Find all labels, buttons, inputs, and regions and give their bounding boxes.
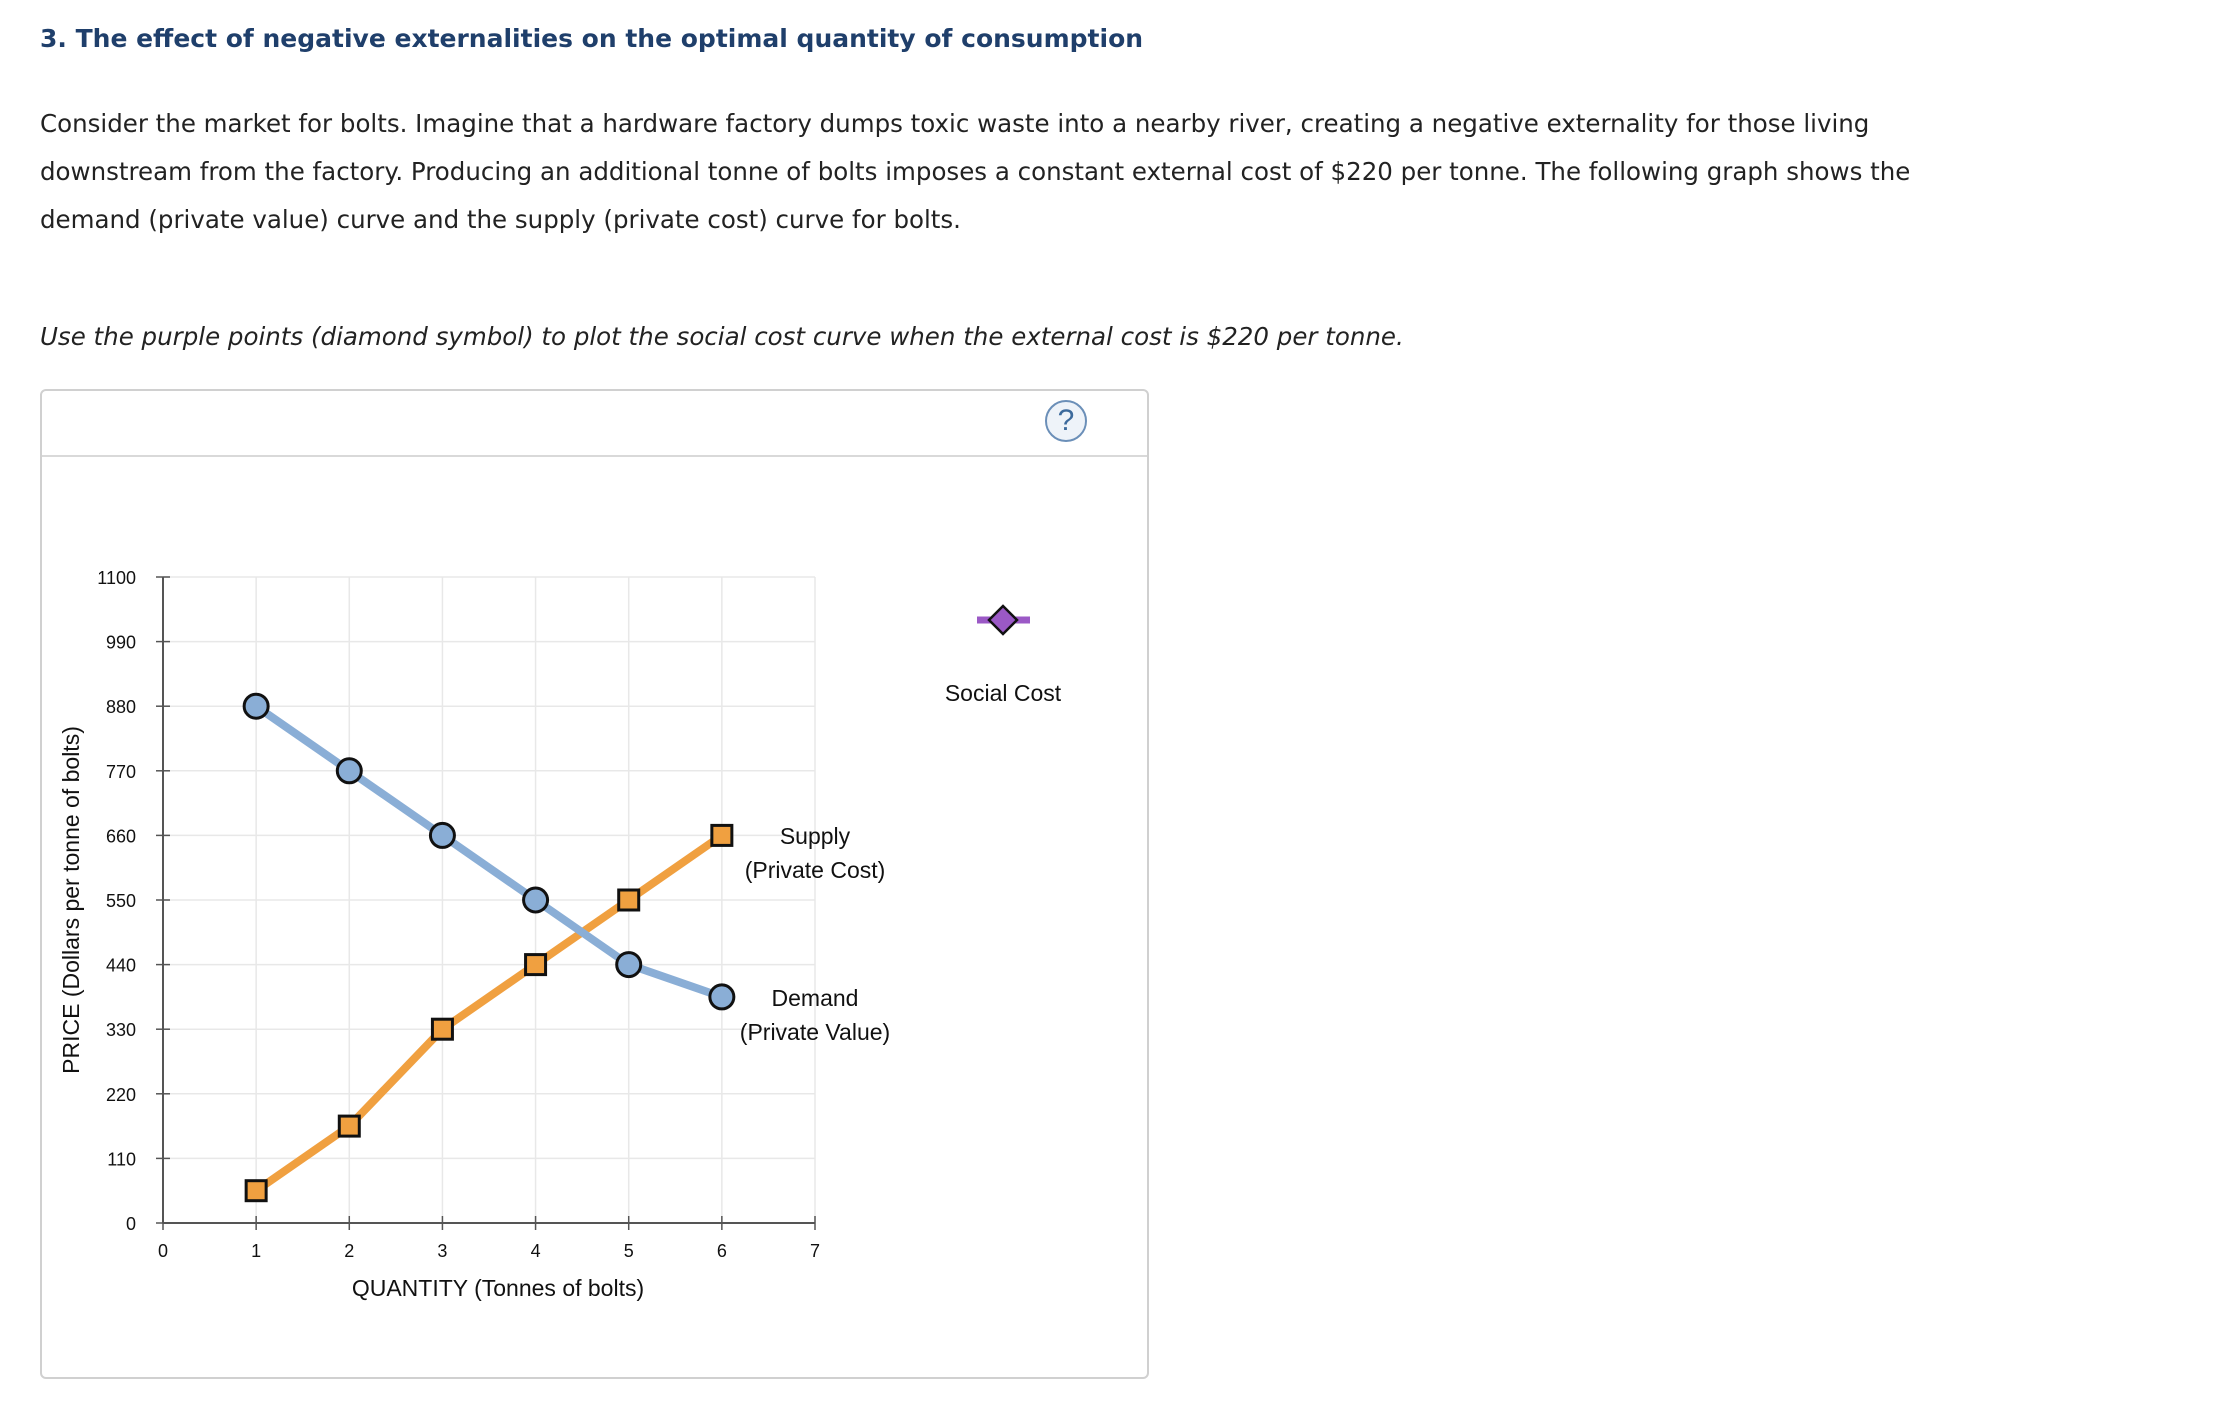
demand-label-line2: (Private Value) [739, 1019, 891, 1045]
x-tick-label: 4 [530, 1241, 541, 1261]
y-tick-label: 660 [105, 826, 136, 847]
y-tick-label: 880 [105, 697, 136, 718]
demand-curve [256, 706, 722, 997]
x-tick-label: 0 [157, 1241, 169, 1261]
supply-point [432, 1019, 452, 1039]
demand-label-line1: Demand [771, 985, 859, 1011]
help-icon[interactable]: ? [1045, 400, 1087, 442]
x-tick-label: 1 [251, 1241, 262, 1261]
x-axis-label: QUANTITY (Tonnes of bolts) [351, 1275, 645, 1301]
social-cost-label: Social Cost [944, 680, 1062, 706]
question-title: 3. The effect of negative externalities on the optimal quantity of consumption [40, 24, 1144, 53]
y-tick-label: 770 [105, 761, 136, 782]
demand-point [524, 888, 548, 912]
intro-paragraph: Consider the market for bolts. Imagine that a hardware factory dumps toxic waste into a nearby river, creating a negative externality for those living downstream from the factory. Producing an additional tonne of bolts imposes a constant external cost of $220 per tonne. The following graph shows the demand (private value) curve and the supply (private cost) curve for bolts. [40, 109, 1911, 234]
x-tick-label: 2 [344, 1241, 355, 1261]
x-tick-label: 5 [623, 1241, 634, 1261]
supply-label-line2: (Private Cost) [744, 857, 886, 883]
chart-ticks [97, 568, 820, 1261]
supply-point [619, 890, 639, 910]
x-tick-label: 7 [809, 1241, 821, 1261]
y-tick-label: 1100 [97, 568, 136, 588]
y-tick-label: 330 [105, 1020, 136, 1041]
instruction-text: Use the purple points (diamond symbol) to plot the social cost curve when the external cost is $220 per tonne. [40, 322, 1404, 351]
chart-grid [163, 577, 815, 1223]
y-tick-label: 990 [105, 632, 136, 653]
supply-curve [256, 835, 722, 1190]
demand-point [617, 953, 641, 977]
supply-point [712, 825, 732, 845]
supply-point [246, 1181, 266, 1201]
demand-point [430, 823, 454, 847]
x-tick-label: 6 [716, 1241, 727, 1261]
social-cost-diamond-icon[interactable] [989, 606, 1017, 634]
x-tick-label: 3 [437, 1241, 448, 1261]
supply-label-line1: Supply [779, 823, 851, 849]
chart-labels [58, 726, 890, 1301]
y-axis-label: PRICE (Dollars per tonne of bolts) [58, 726, 84, 1074]
y-tick-label: 0 [125, 1214, 136, 1234]
y-tick-label: 440 [105, 955, 136, 976]
y-tick-label: 110 [107, 1149, 136, 1170]
demand-point [244, 694, 268, 718]
social-cost-tool[interactable] [945, 606, 1062, 706]
y-tick-label: 550 [105, 891, 136, 911]
demand-point [337, 759, 361, 783]
demand-point [710, 985, 734, 1009]
y-tick-label: 220 [105, 1084, 136, 1105]
supply-point [526, 955, 546, 975]
supply-point [339, 1116, 359, 1136]
